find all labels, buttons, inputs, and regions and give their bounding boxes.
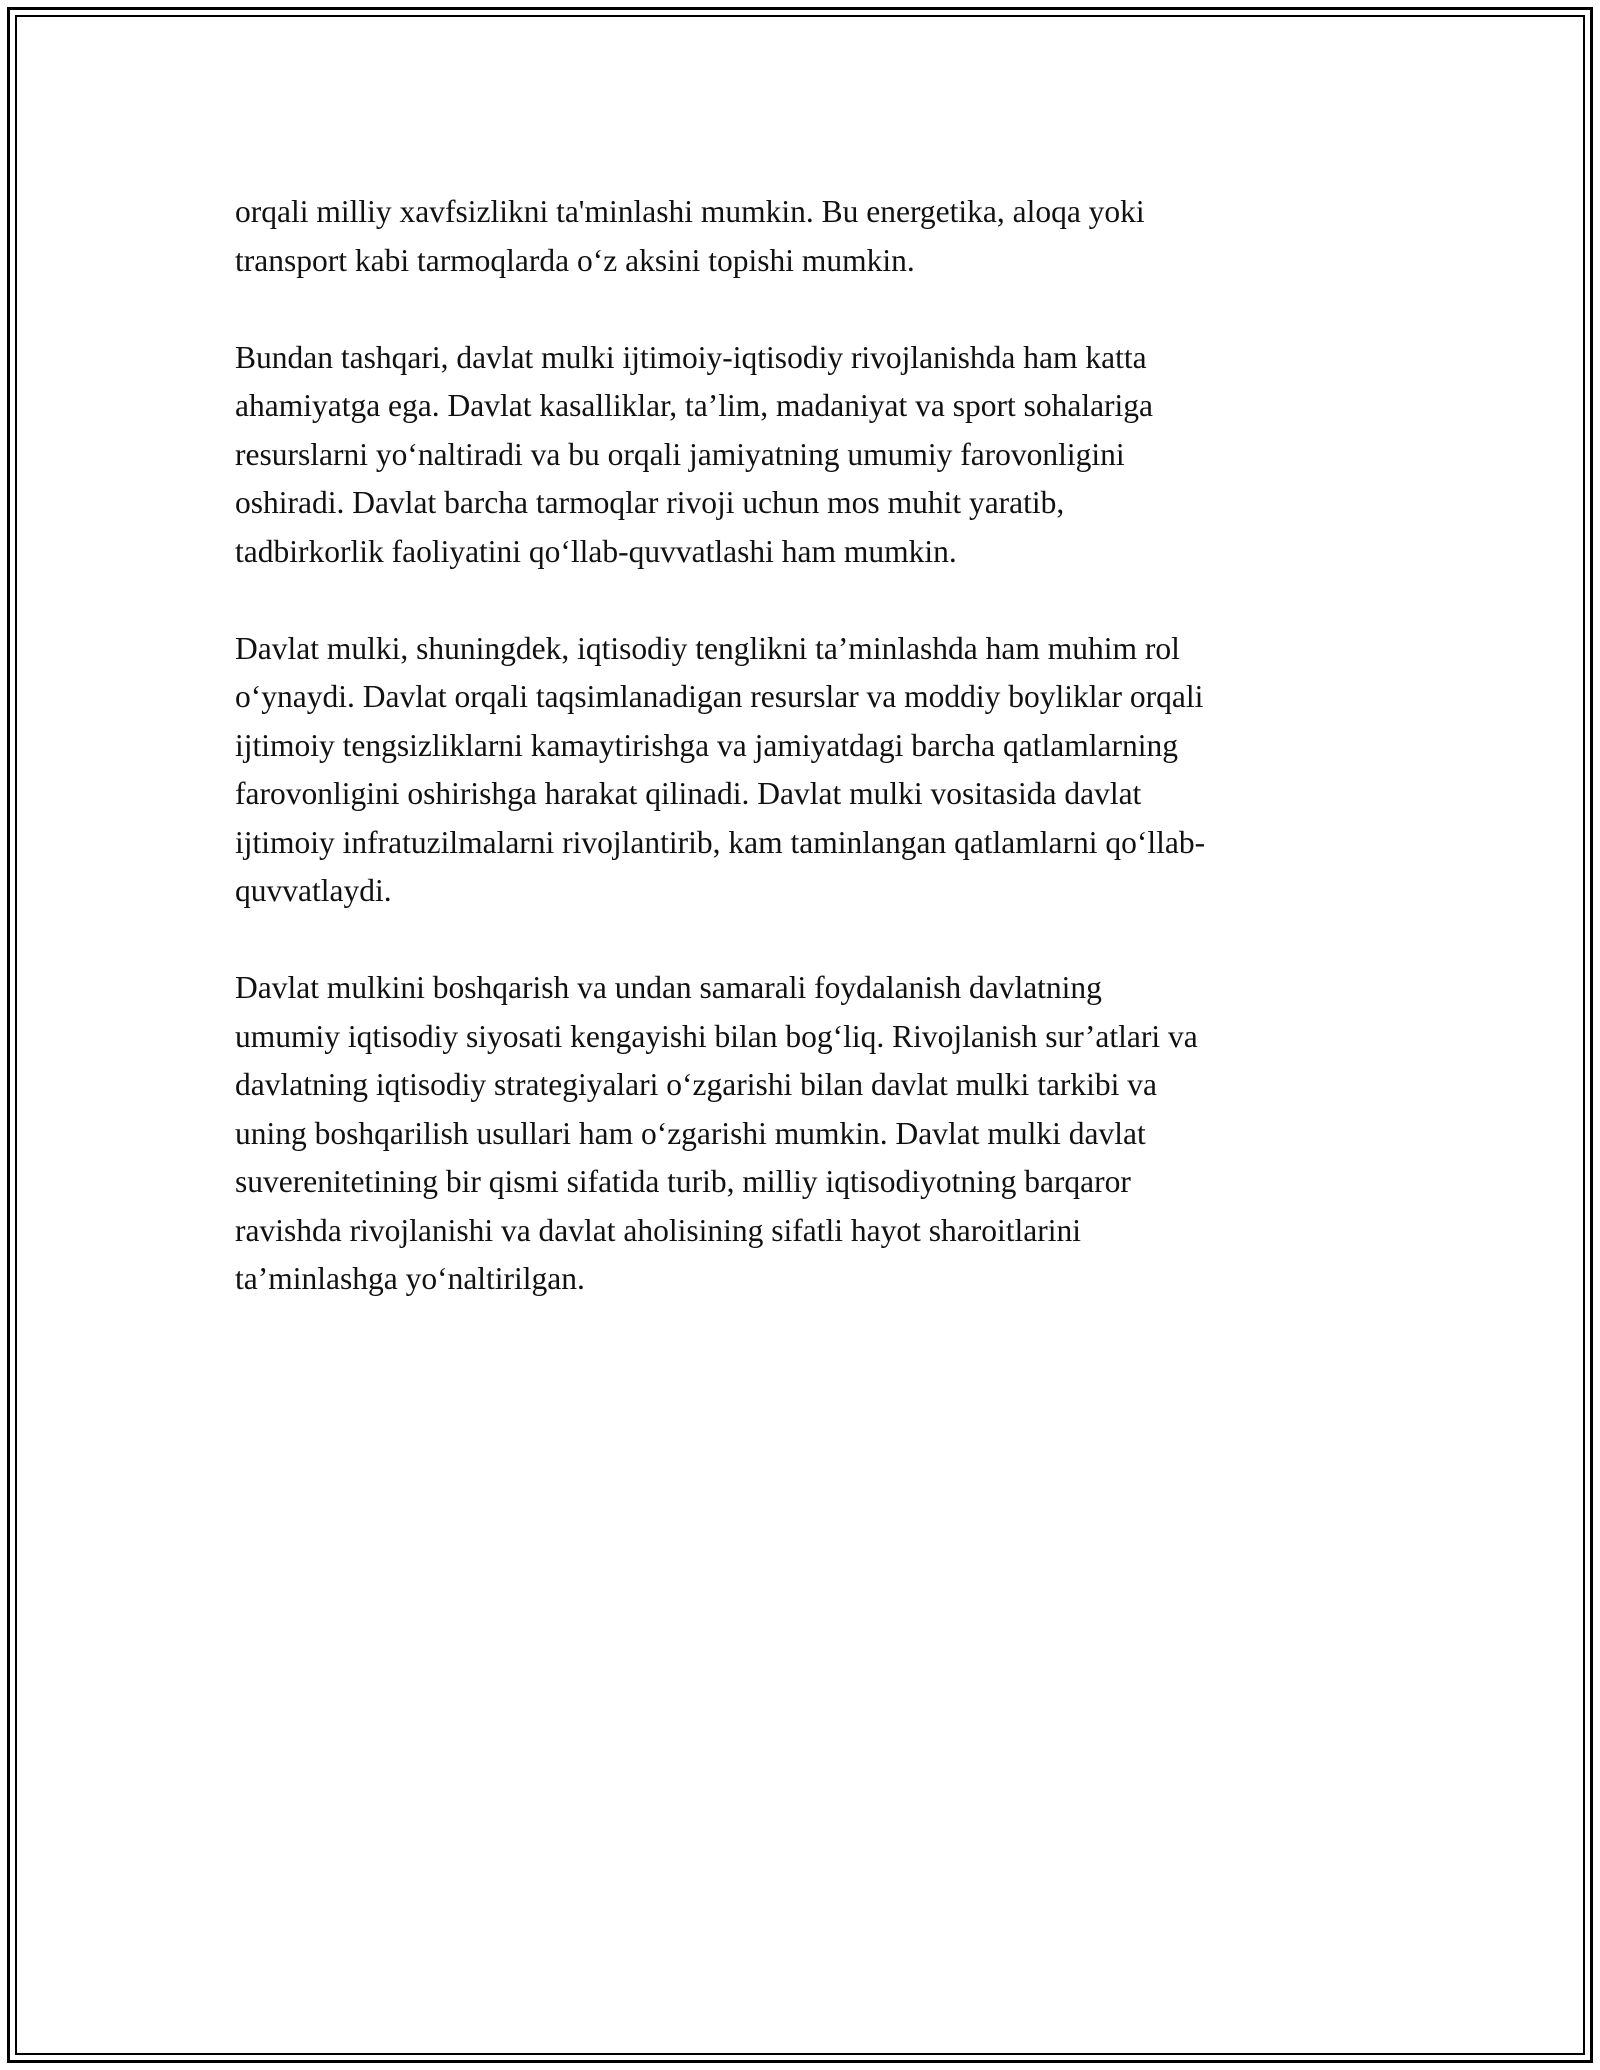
paragraph-3: Davlat mulki, shuningdek, iqtisodiy tenglikni ta’minlashda ham muhim rol o‘ynaydi. Davlat orqali taqsimlanadigan resurslar va moddiy boyliklar orqali ijtimoiy tengsizliklarni kamaytirishga va jamiyatdagi barcha qatlamlarning farovonligini oshirishga harakat qilinadi. Davlat mulki vositasida davlat ijtimoiy infratuzilmalarni rivojlantirib, kam taminlangan qatlamlarni qo‘llab- quvvatlaydi. bbox=[235, 630, 1206, 908]
paragraph-2: Bundan tashqari, davlat mulki ijtimoiy-iqtisodiy rivojlanishda ham katta ahamiyatga ega. Davlat kasalliklar, ta’lim, madaniyat va sport sohalariga resurslarni yo‘naltiradi va bu orqali jamiyatning umumiy farovonligini oshiradi. Davlat barcha tarmoqlar rivoji uchun mos muhit yaratib, tadbirkorlik faoliyatini qo‘llab-quvvatlashi ham mumkin. bbox=[235, 339, 1154, 569]
paragraph-1: orqali milliy xavfsizlikni ta'minlashi mumkin. Bu energetika, aloqa yoki transport kabi tarmoqlarda o‘z aksini topishi mumkin. bbox=[235, 194, 1145, 278]
paragraph-4: Davlat mulkini boshqarish va undan samarali foydalanish davlatning umumiy iqtisodiy siyosati kengayishi bilan bog‘liq. Rivojlanish sur’atlari va davlatning iqtisodiy strategiyalari o‘zgarishi bilan davlat mulki tarkibi va uning boshqarilish usullari ham o‘zgarishi mumkin. Davlat mulki davlat suverenitetining bir qismi sifatida turib, milliy iqtisodiyotning barqaror ravishda rivojlanishi va davlat aholisining sifatli hayot sharoitlarini ta’minlashga yo‘naltirilgan. bbox=[235, 970, 1198, 1296]
document-body bbox=[235, 188, 1385, 1304]
